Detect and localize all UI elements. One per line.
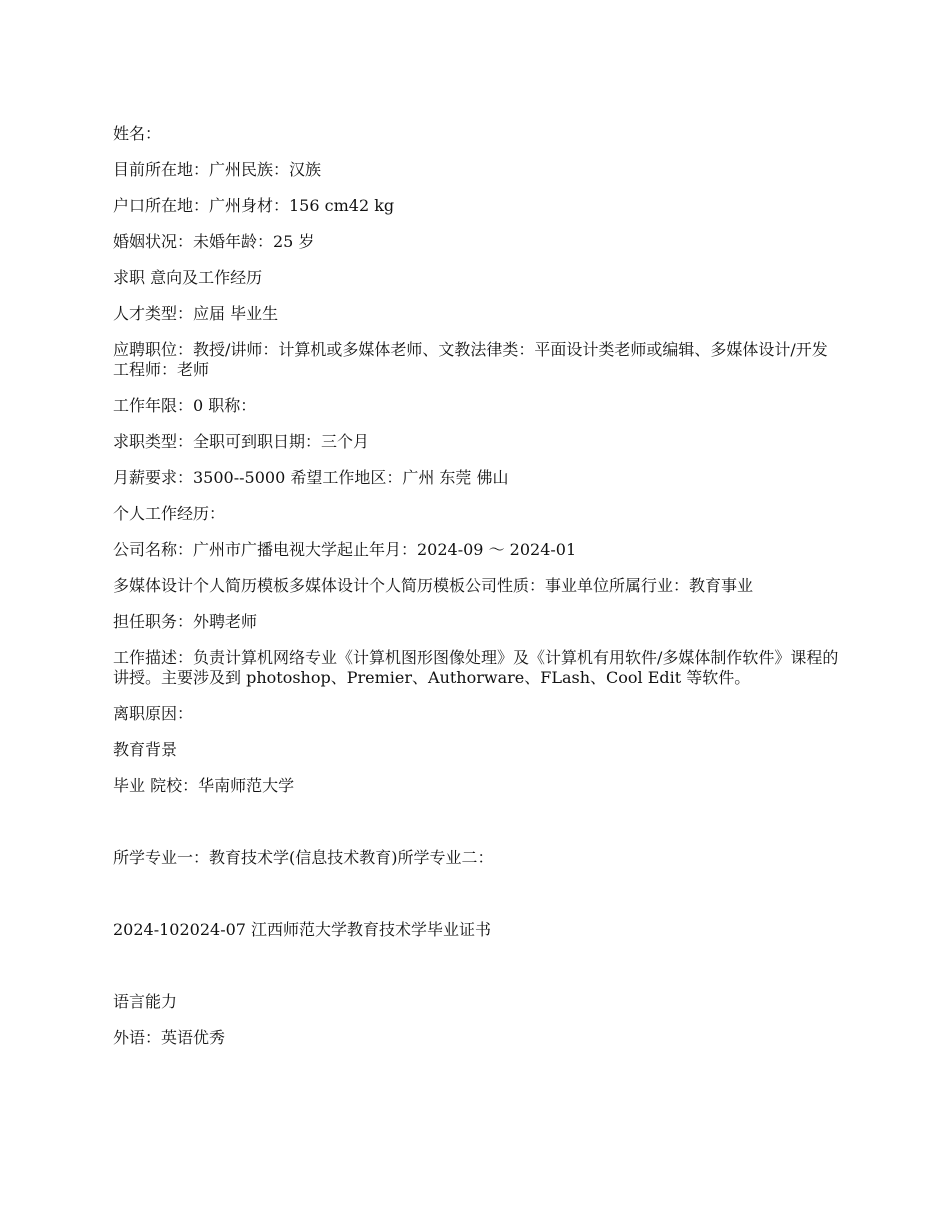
company-period-line: 公司名称：广州市广播电视大学起止年月：2024-09 ～ 2024-01 [113,540,577,559]
section-heading-education: 教育背景 [113,740,178,759]
position-held-line: 担任职务：外聘老师 [113,612,258,631]
company-nature-industry-line: 多媒体设计个人简历模板多媒体设计个人简历模板公司性质：事业单位所属行业：教育事业 [113,576,754,595]
graduate-school-line: 毕业 院校：华南师范大学 [113,776,295,795]
talent-type-line: 人才类型：应届 毕业生 [113,304,279,323]
location-ethnicity-line: 目前所在地：广州民族：汉族 [113,160,322,179]
major-line: 所学专业一：教育技术学(信息技术教育)所学专业二： [113,848,494,867]
applied-position-line: 应聘职位：教授/讲师：计算机或多媒体老师、文教法律类：平面设计类老师或编辑、多媒体设计/开发工程师：老师 [113,340,828,379]
education-record-line: 2024-102024-07 江西师范大学教育技术学毕业证书 [113,920,492,939]
job-type-availability-line: 求职类型：全职可到职日期：三个月 [113,432,370,451]
salary-region-line: 月薪要求：3500--5000 希望工作地区：广州 东莞 佛山 [113,468,509,487]
foreign-language-line: 外语：英语优秀 [113,1028,226,1047]
leaving-reason-line: 离职原因： [113,704,194,723]
section-heading-language: 语言能力 [113,992,178,1011]
job-description-line: 工作描述：负责计算机网络专业《计算机图形图像处理》及《计算机有用软件/多媒体制作软件》课程的讲授。主要涉及到 photoshop、Premier、Authorware、FLash、Cool Edit 等软件。 [113,648,839,687]
work-years-title-line: 工作年限：0 职称： [113,396,257,415]
marital-age-line: 婚姻状况：未婚年龄：25 岁 [113,232,315,251]
registered-residence-body-line: 户口所在地：广州身材：156 cm42 kg [113,196,395,215]
name-line: 姓名： [113,124,162,143]
resume-document [113,124,843,1064]
section-heading-work-history: 个人工作经历： [113,504,226,523]
section-heading-job-intention: 求职 意向及工作经历 [113,268,263,287]
